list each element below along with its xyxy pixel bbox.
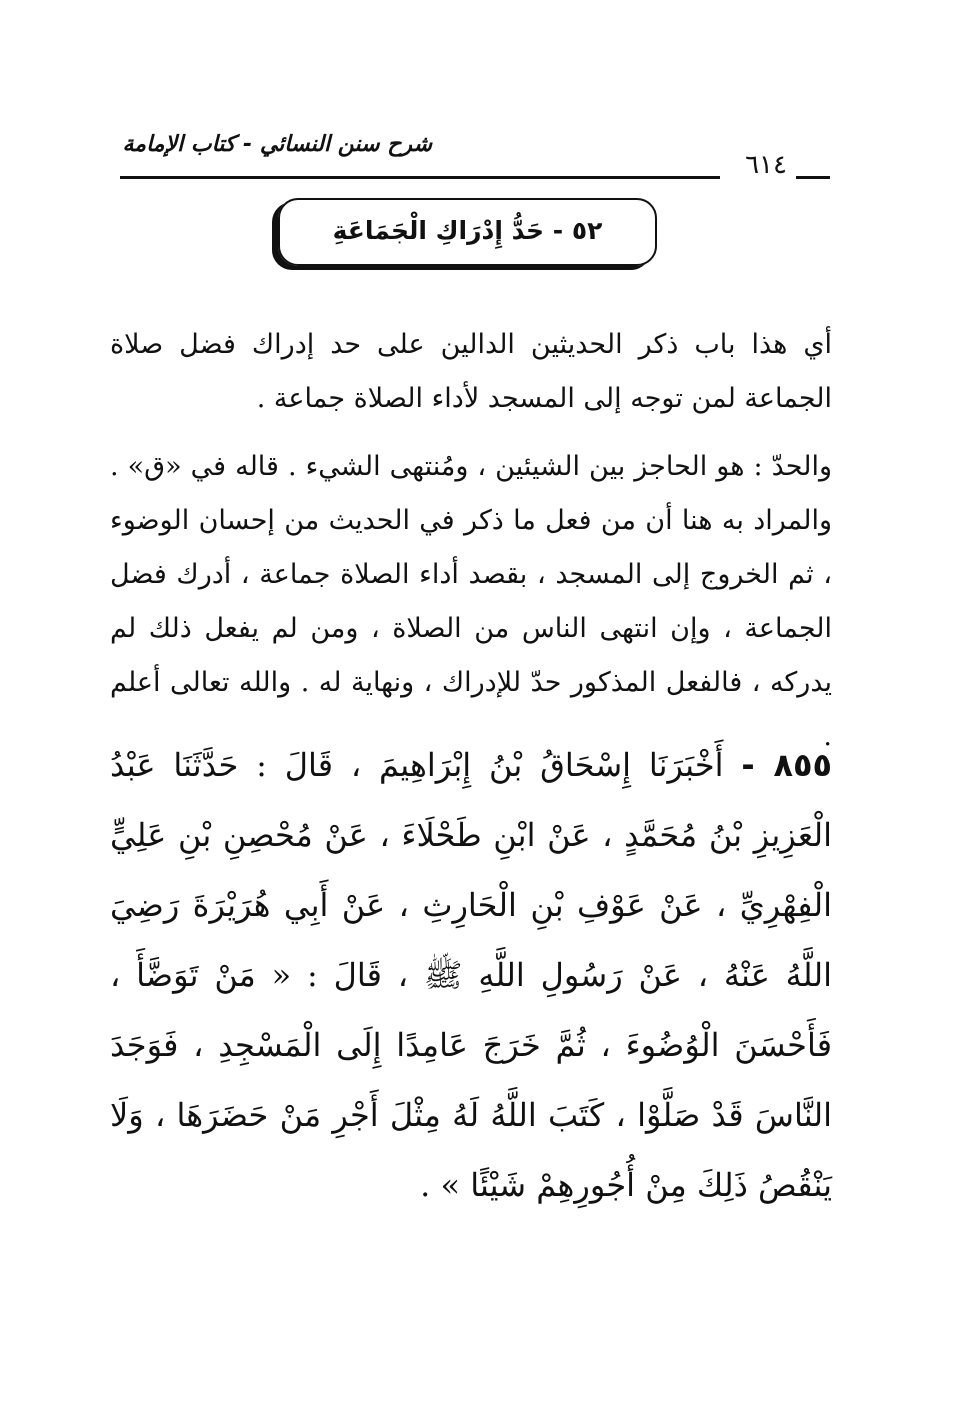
page-header (120, 130, 832, 180)
page-number: ٦١٤ (745, 150, 787, 180)
header-rule-short (796, 176, 830, 179)
chapter-heading-box (278, 198, 657, 266)
hadith-number: ٨٥٥ - (741, 746, 833, 784)
header-rule (120, 176, 720, 179)
commentary-paragraph-2: والحدّ : هو الحاجز بين الشيئين ، ومُنتهى الشيء . قاله في «ق» . والمراد به هنا أن من فعل ما ذكر في الحديث من إحسان الوضوء ، ثم الخروج إلى المسجد ، بقصد أداء الصلاة جماعة ، أدرك فضل الجماعة ، وإن انتهى الناس من الصلاة ، ومن لم يفعل ذلك لم يدركه ، فالفعل المذكور حدّ للإدراك ، ونهاية له . والله تعالى أعلم . (110, 451, 832, 752)
running-title: شرح سنن النسائي - كتاب الإمامة (122, 132, 432, 157)
hadith-text: أَخْبَرَنَا إِسْحَاقُ بْنُ إِبْرَاهِيمَ ، قَالَ : حَدَّثَنَا عَبْدُ الْعَزِيزِ بْنُ مُحَمَّدٍ ، عَنْ ابْنِ طَحْلَاءَ ، عَنْ مُحْصِنِ بْنِ عَلِيٍّ الْفِهْرِيِّ ، عَنْ عَوْفِ بْنِ الْحَارِثِ ، عَنْ أَبِي هُرَيْرَةَ رَضِيَ اللَّهُ عَنْهُ ، عَنْ رَسُولِ اللَّهِ ﷺ ، قَالَ : « مَنْ تَوَضَّأَ ، فَأَحْسَنَ الْوُضُوءَ ، ثُمَّ خَرَجَ عَامِدًا إِلَى الْمَسْجِدِ ، فَوَجَدَ النَّاسَ قَدْ صَلَّوْا ، كَتَبَ اللَّهُ لَهُ مِثْلَ أَجْرِ مَنْ حَضَرَهَا ، وَلَا يَنْقُصُ ذَلِكَ مِنْ أُجُورِهِمْ شَيْئًا » . (110, 746, 832, 1204)
hadith-block (110, 730, 832, 1220)
chapter-title: ٥٢ - حَدُّ إِدْرَاكِ الْجَمَاعَةِ (332, 216, 603, 245)
commentary-paragraph-1: أي هذا باب ذكر الحديثين الدالين على حد إدراك فضل صلاة الجماعة لمن توجه إلى المسجد لأداء الصلاة جماعة . (110, 329, 832, 414)
